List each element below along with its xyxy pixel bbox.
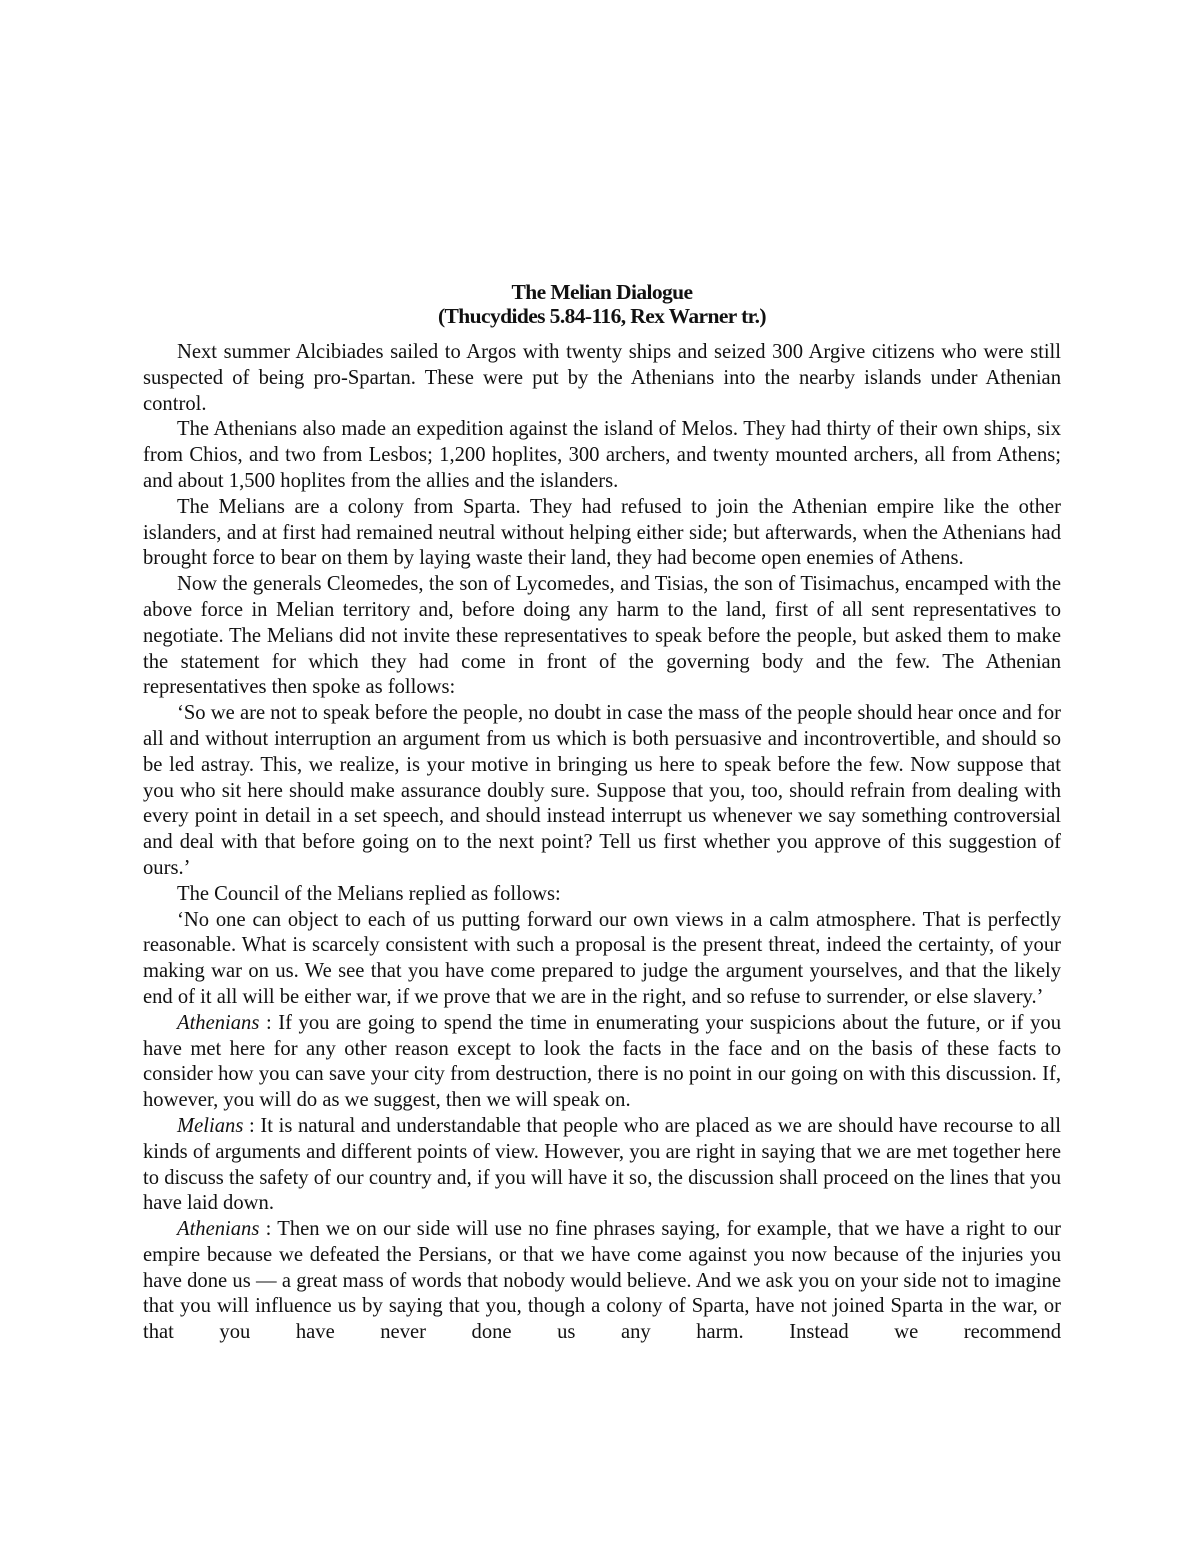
paragraph xyxy=(143,882,1061,908)
document-page xyxy=(143,280,1061,1346)
paragraph-text: The Melians are a colony from Sparta. They had refused to join the Athenian empire like the other islanders, and at first had remained neutral without helping either side; but afterwards, when the Athenians had brought force to bear on them by laying waste their land, they had become open enemies of Athens. xyxy=(143,495,1061,570)
paragraph xyxy=(143,495,1061,572)
paragraph-text: : If you are going to spend the time in enumerating your suspicions about the future, or if you have met here for any other reason except to look the facts in the face and on the basis of these facts to consider how you can save your city from destruction, there is no point in our going on with this discussion. If, however, you will do as we suggest, then we will speak on. xyxy=(143,1011,1061,1112)
document-title: The Melian Dialogue xyxy=(511,280,693,304)
paragraph xyxy=(143,572,1061,701)
paragraph xyxy=(143,1114,1061,1217)
paragraph-text: The Council of the Melians replied as follows: xyxy=(177,882,561,905)
paragraph-text: ‘So we are not to speak before the people, no doubt in case the mass of the people should hear once and for all and without interruption an argument from us which is both persuasive and incontrovertible, and should so be led astray. This, we realize, is your motive in bringing us here to speak before the few. Now suppose that you who sit here should make assurance doubly sure. Suppose that you, too, should refrain from dealing with every point in detail in a set speech, and should instead interrupt us whenever we say something controversial and deal with that before going on to the next point? Tell us first whether you approve of this suggestion of ours.’ xyxy=(143,702,1061,879)
paragraph xyxy=(143,701,1061,882)
paragraph xyxy=(143,1217,1061,1346)
paragraph-text: : It is natural and understandable that people who are placed as we are should have recourse to all kinds of arguments and different points of view. However, you are right in saying that we are met together here to discuss the safety of our country and, if you will have it so, the discussion shall proceed on the lines that you have laid down. xyxy=(143,1114,1061,1215)
paragraph xyxy=(143,908,1061,1011)
document-subtitle: (Thucydides 5.84-116, Rex Warner tr.) xyxy=(438,304,766,328)
paragraph-text: Now the generals Cleomedes, the son of Lycomedes, and Tisias, the son of Tisimachus, encamped with the above force in Melian territory and, before doing any harm to the land, first of all sent representatives to negotiate. The Melians did not invite these representatives to speak before the people, but asked them to make the statement for which they had come in front of the governing body and the few. The Athenian representatives then spoke as follows: xyxy=(143,573,1061,699)
speaker-label: Athenians xyxy=(177,1011,260,1034)
speaker-label: Athenians xyxy=(177,1218,260,1241)
paragraph xyxy=(143,1011,1061,1114)
paragraph xyxy=(143,417,1061,494)
paragraph-text: Next summer Alcibiades sailed to Argos with twenty ships and seized 300 Argive citizens who were still suspected of being pro-Spartan. These were put by the Athenians into the nearby islands under Athenian control. xyxy=(143,341,1061,415)
paragraph-text: ‘No one can object to each of us putting forward our own views in a calm atmosphere. That is perfectly reasonable. What is scarcely consistent with such a proposal is the present threat, indeed the certainty, of your making war on us. We see that you have come prepared to judge the argument yourselves, and that the likely end of it all will be either war, if we prove that we are in the right, and so refuse to surrender, or else slavery.’ xyxy=(143,908,1061,1008)
paragraph-text: : Then we on our side will use no fine phrases saying, for example, that we have a right to our empire because we defeated the Persians, or that we have come against you now because of the injuries you have done us — a great mass of words that nobody would believe. And we ask you on your side not to imagine that you will influence us by saying that you, though a colony of Sparta, have not joined Sparta in the war, or that you have never done us any harm. Instead we recommend xyxy=(143,1218,1061,1344)
paragraph xyxy=(143,340,1061,417)
speaker-label: Melians xyxy=(177,1114,244,1137)
paragraph-text: The Athenians also made an expedition against the island of Melos. They had thirty of their own ships, six from Chios, and two from Lesbos; 1,200 hoplites, 300 archers, and twenty mounted archers, all from Athens; and about 1,500 hoplites from the allies and the islanders. xyxy=(143,418,1061,492)
